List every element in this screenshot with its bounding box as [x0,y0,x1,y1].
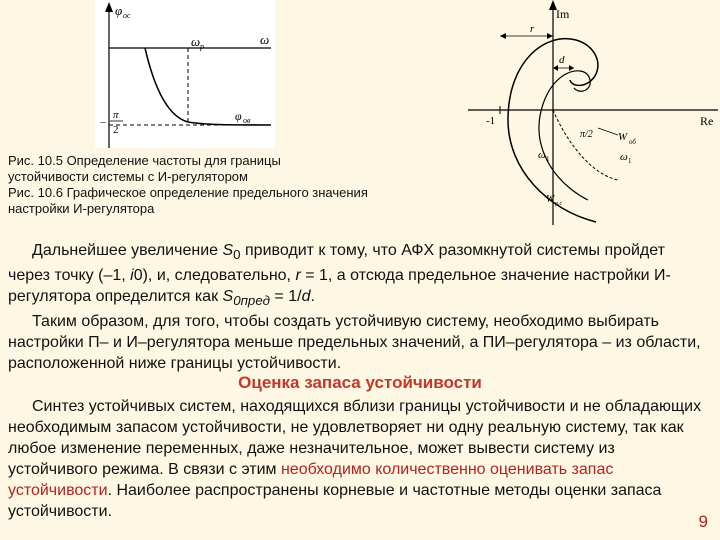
minus-one-label: -1 [486,115,496,127]
r-arrow-left-icon [500,33,506,39]
body-block-1 [8,240,708,374]
caption-line: Рис. 10.5 Определение частоты для границы [8,153,281,168]
caption-line: Рис. 10.6 Графическое определение предельного значения [8,185,368,200]
omega-p-sub: p [200,42,204,51]
para1-f: . [310,288,315,306]
para1-b: приводит к тому, что АФХ разомкнутой системы пройдет через точку (–1, [8,242,665,285]
w-label: W [618,131,628,143]
w-leader [598,128,618,135]
phase-plot [95,0,275,148]
para1-e: = 1/ [269,288,302,306]
body-block-2 [8,396,708,522]
s-lim-sub: 0пред [233,293,270,309]
para1-a: Дальнейшее увеличение [32,242,223,259]
d-arrow-left-icon [553,65,558,71]
y-axis-label: φ [115,3,123,18]
nyquist-plot [468,0,720,225]
s0-symbol: S [222,242,234,259]
paragraph-2: Таким образом, для того, чтобы создать устойчивую систему, необходимо выбирать настройки П– и И–регулятора меньше предельных значений, а ПИ–регулятора – из области, расположенной ниже границы устойчивости. [8,313,701,373]
x-axis-label: ω [260,32,270,47]
tick-two: 2 [113,124,119,136]
paragraph-1 [8,240,708,311]
omega1-right-sub: 1 [628,157,632,165]
tick-minus: − [100,117,107,129]
re-label: Re [700,114,714,128]
curve-label: φ [235,109,242,123]
figure-10-6 [468,0,720,225]
caption-line: настройки И-регулятора [8,201,155,216]
paragraph-3 [8,396,708,522]
dashed-arc [553,110,618,180]
omega1-right: ω [620,151,628,163]
para3-a: Синтез устойчивых систем, находящихся вблизи границы устойчивости и не обладающих необходимым запасом устойчивости, не удовлетворяет ни одну реальную систему, так как любое изменение переменных, даже незначительное, может вывести систему из устойчивого режима. В связи с этим [8,398,702,478]
para1-c: 0), и, следовательно, [133,267,296,285]
figure-10-5 [95,0,275,148]
s0-sub: 0 [233,247,241,263]
omega-p-label: ω [191,34,201,49]
r-label: r [530,23,535,35]
im-label: Im [556,7,570,21]
para3-b: . Наиболее распространены корневые и частотные методы оценки запаса устойчивости. [8,482,662,520]
omega1-left-sub: 1 [546,155,550,163]
d-label: d [559,54,565,66]
angle-label: π/2 [580,129,593,140]
page-number: 9 [698,512,708,531]
d-arrow-right-icon [569,65,574,71]
y-axis-sub: oc [123,11,131,20]
r-symbol: r [295,267,301,285]
para1-d: = 1, а отсюда предельное значение настройки И-регулятора определится как [8,267,671,306]
d-symbol: d [301,288,311,306]
w-bottom-label: W [546,194,555,205]
highlight-text: необходимо количественно оценивать запас устойчивости [8,461,614,499]
w-bottom-sub: р.с [555,201,563,207]
w-sub: об [629,138,636,146]
curve-sub: ов [243,116,251,125]
r-arrow-right-icon [547,33,553,39]
figure-captions [8,153,428,217]
tick-pi: π [113,109,119,121]
s-lim-symbol: S [222,288,234,306]
caption-line: устойчивости системы с И-регулятором [8,169,248,184]
i-symbol: i [130,267,134,285]
section-title: Оценка запаса устойчивости [238,373,482,392]
omega1-left: ω [538,149,546,161]
